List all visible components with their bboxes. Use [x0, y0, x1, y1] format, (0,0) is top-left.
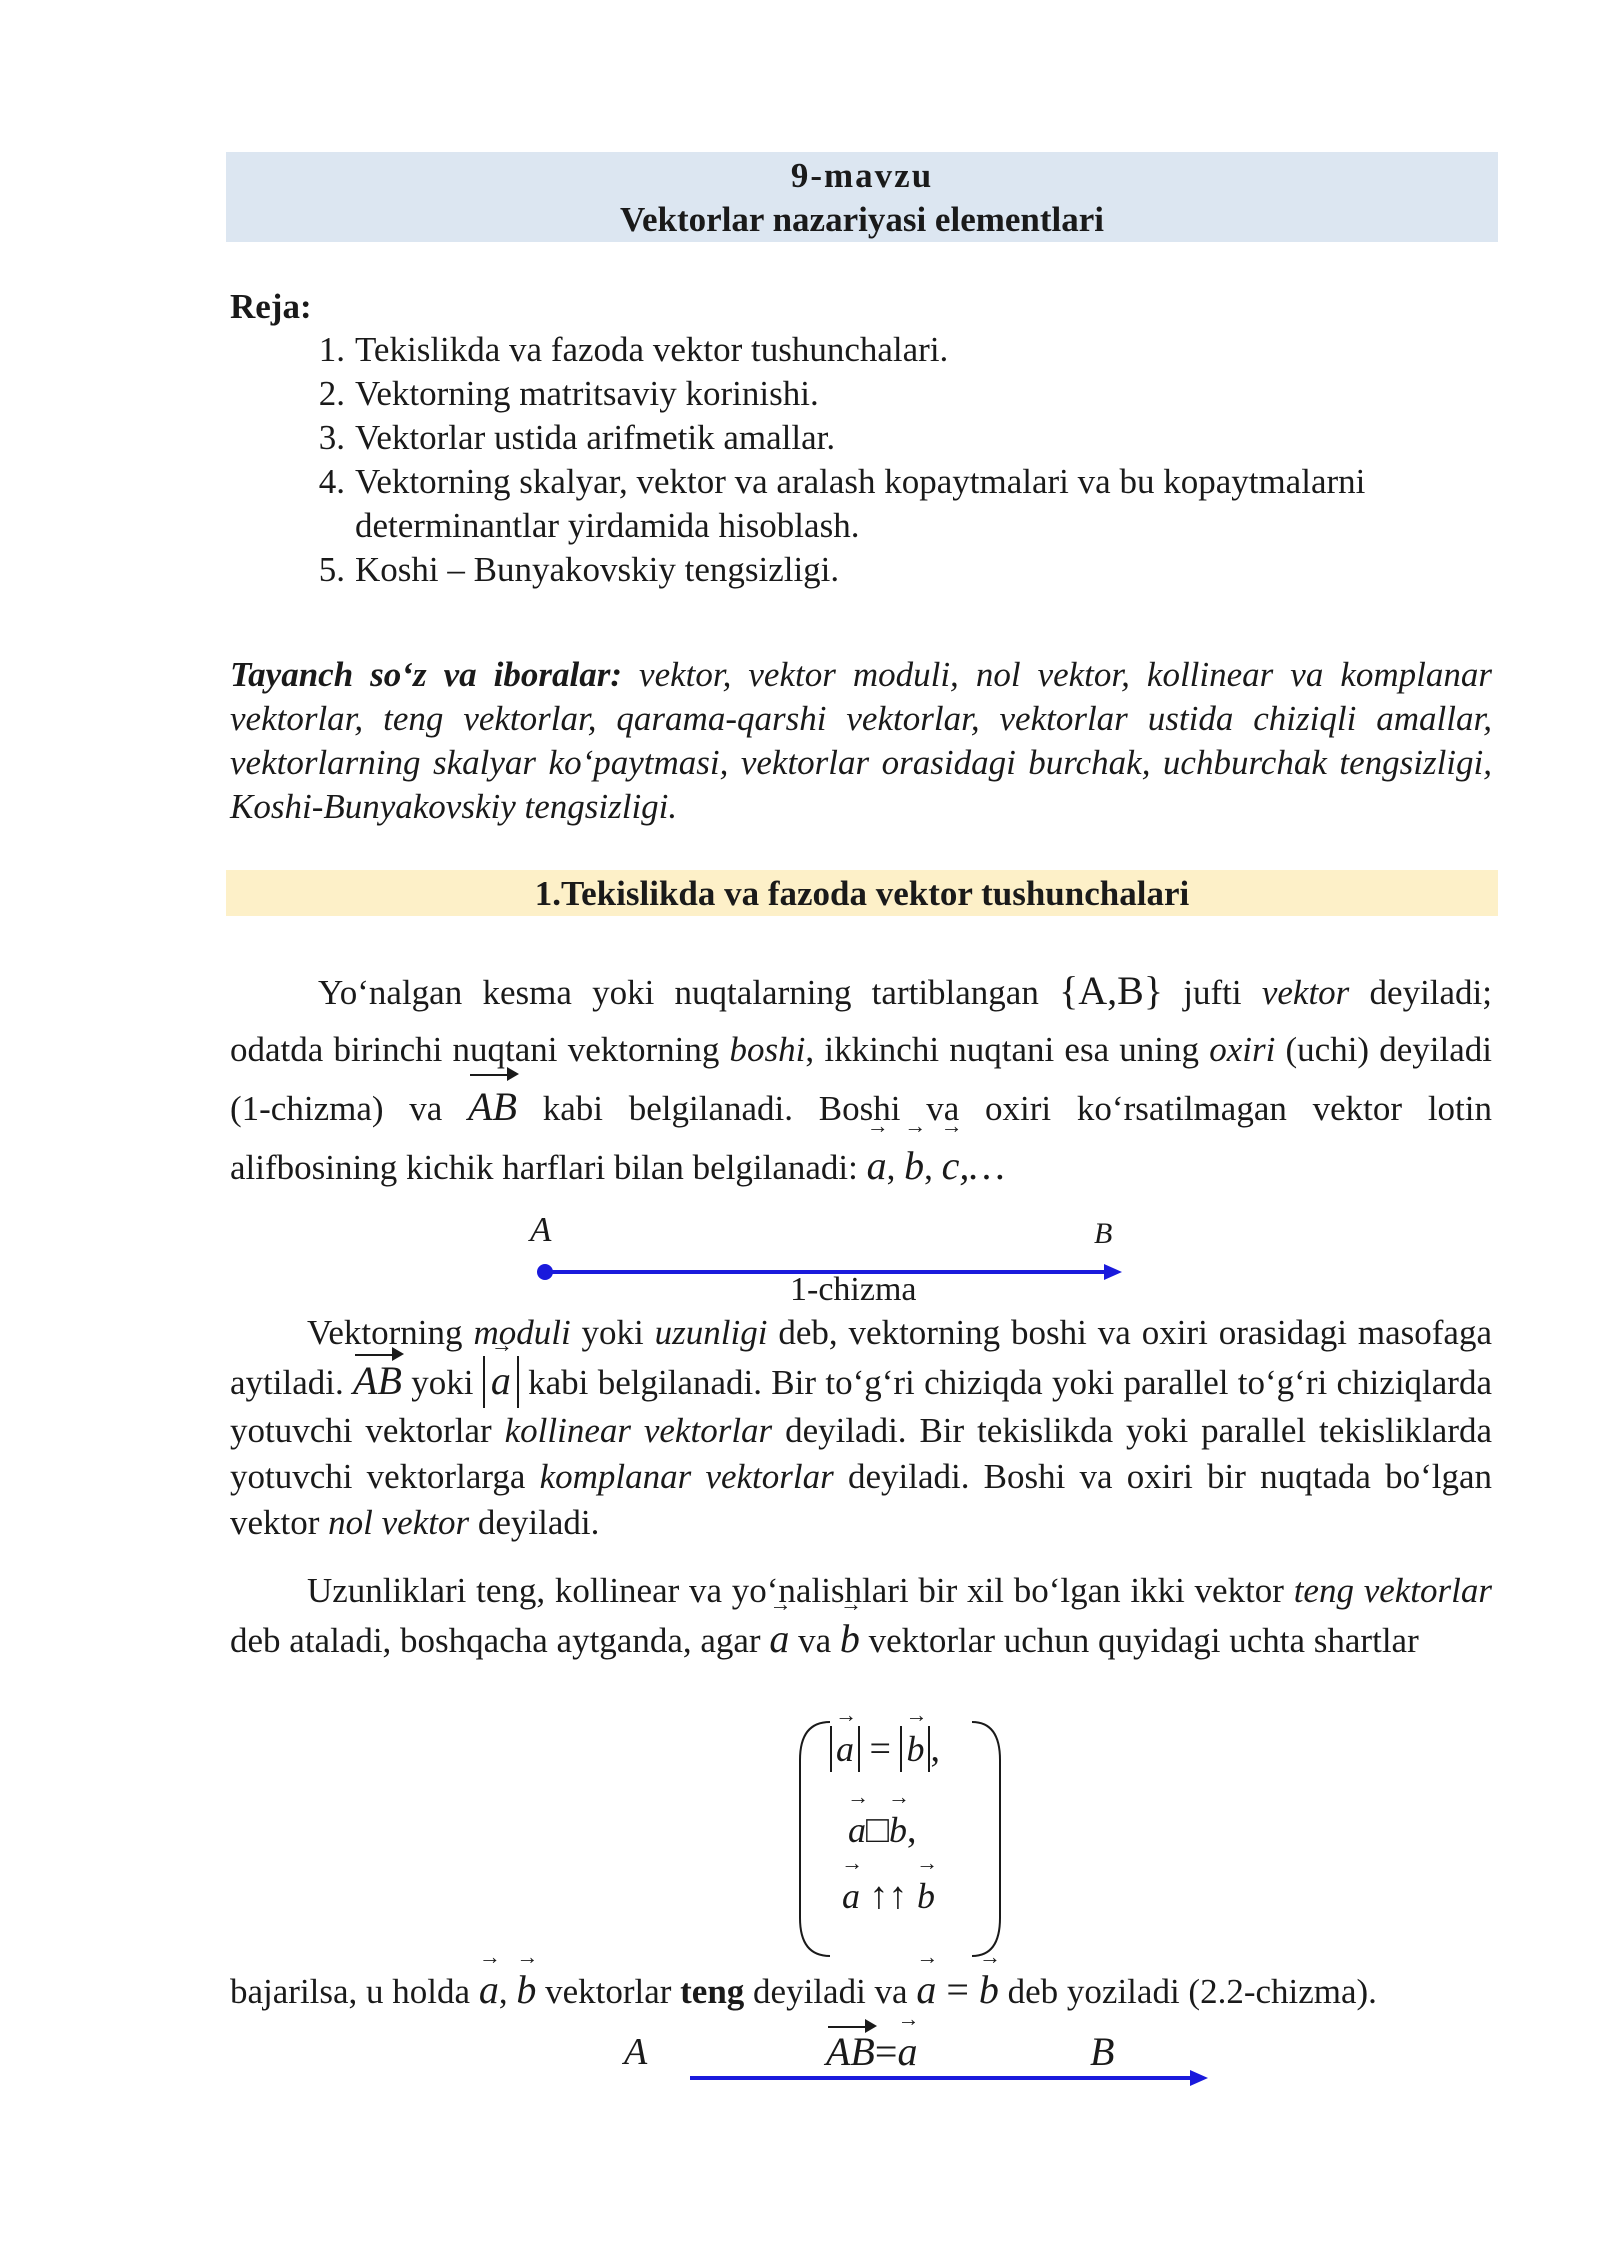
condition-same-direction: → a ↑↑ → b: [842, 1874, 1002, 1918]
fig2-equation: AB=→ a: [826, 2030, 917, 2074]
paragraph-equal-vectors: Uzunliklari teng, kollinear va yo‘nalishlari bir xil bo‘lgan ikki vektor teng vektorlar deb ataladi, boshqacha aytganda, agar → a va → b vektorlar uchun quyidagi uchta shartlar: [230, 1567, 1492, 1665]
fig2-label-b: B: [1090, 2029, 1115, 2074]
vector-a-symbol: → a: [769, 1615, 789, 1663]
vector-b-symbol: → b: [516, 1968, 536, 2012]
fig2-label-a: A: [624, 2031, 648, 2073]
topic-title: Vektorlar nazariyasi elementlari: [619, 200, 1105, 239]
condition-equal-length: → a = → b ,: [830, 1726, 990, 1772]
list-item: 5. Koshi – Bunyakovskiy tengsizligi.: [318, 550, 840, 589]
vector-b-symbol: → b: [840, 1615, 860, 1663]
vector-ab-symbol: AB: [353, 1358, 402, 1403]
topic-number: 9-mavzu: [790, 156, 934, 195]
vector-abs-symbol: → a: [483, 1356, 519, 1408]
keywords-label: Tayanch so‘z va iboralar:: [230, 655, 622, 694]
keywords-text: vektor, vektor moduli, nol vektor, kollinear va komplanar vektorlar, teng vektorlar, qarama-qarshi vektorlar, vektorlar ustida chiziqli amallar, vektorlarning skalyar ko‘paytmasi, vektorlar orasidagi burchak, uchburchak tengsizligi, Koshi-Bunyakovskiy tengsizligi.: [230, 655, 1492, 826]
paragraph-modulus: Vektorning moduli yoki uzunligi deb, vektorning boshi va oxiri orasidagi masofaga aytiladi. AB yoki → a kabi belgilanadi. Bir to‘g‘ri chiziqda yoki parallel to‘g‘ri chiziqlarda yotuvchi vektorlar kollinear vektorlar deyiladi. Bir tekislikda yoki parallel tekisliklarda yotuvchi vektorlarga komplanar vektorlar deyiladi. Boshi va oxiri bir nuqtada bo‘lgan vektor nol vektor deyiladi.: [230, 1310, 1492, 1546]
fig1-label-b: B: [1094, 1217, 1113, 1250]
list-item: 3. Vektorlar ustida arifmetik amallar.: [318, 418, 836, 457]
fig1-caption: 1-chizma: [790, 1271, 917, 1308]
section-title: 1.Tekislikda va fazoda vektor tushunchalari: [534, 874, 1190, 913]
paragraph-definition: Yo‘nalgan kesma yoki nuqtalarning tartiblangan {A,B} jufti vektor deyiladi; odatda birinchi nuqtani vektorning boshi, ikkinchi nuqtani esa uning oxiri (uchi) deyiladi (1-chizma) va AB kabi belgilanadi. Boshi va oxiri ko‘rsatilmagan vektor lotin alifbosining kichik harflari bilan belgilanadi: → a, → b, → c,…: [230, 962, 1492, 1196]
vector-b-symbol: → b: [904, 1137, 924, 1194]
plan-label: Reja:: [230, 287, 312, 326]
fig1-label-a: A: [530, 1210, 552, 1249]
list-item: 4. Vektorning skalyar, vektor va aralash kopaytmalari va bu kopaytmalarni determinantlar yirdamida hisoblash.: [318, 462, 1366, 545]
vector-a-symbol: → a: [867, 1137, 887, 1194]
ordered-pair: {A,B}: [1059, 968, 1164, 1013]
paragraph-conclusion: bajarilsa, u holda → a, → b vektorlar teng deyiladi va → a = → b deb yoziladi (2.2-chizma).: [230, 1968, 1492, 2014]
vector-a-symbol: → a: [479, 1968, 499, 2012]
vector-ab-symbol: AB: [468, 1078, 517, 1135]
list-item: 2. Vektorning matritsaviy korinishi.: [318, 374, 819, 413]
vector-c-symbol: → c: [942, 1137, 960, 1194]
list-item: 1. Tekislikda va fazoda vektor tushunchalari.: [318, 330, 949, 369]
condition-collinear: → a□→ b,: [848, 1808, 1008, 1852]
